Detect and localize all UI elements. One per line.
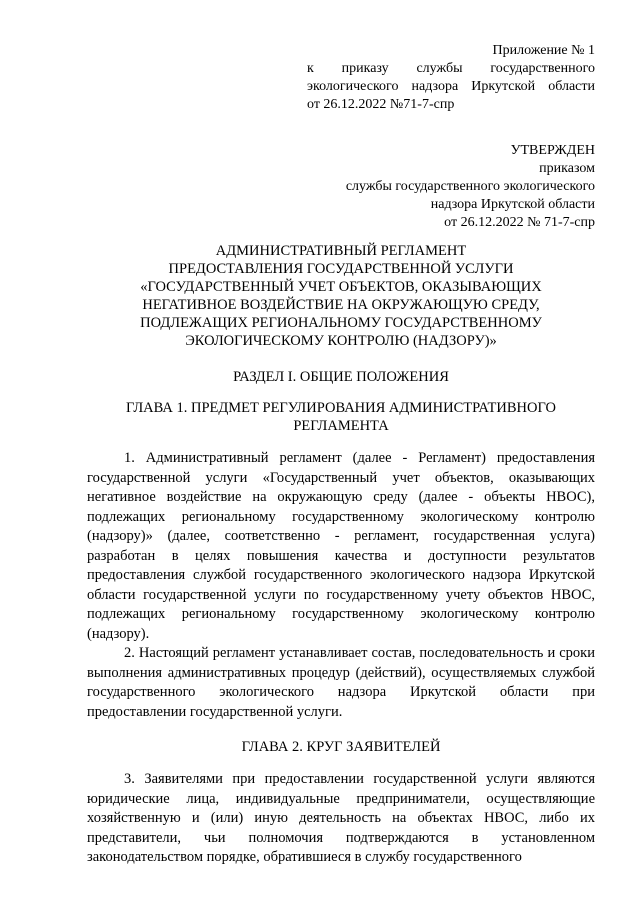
approved-line: УТВЕРЖДЕН — [510, 143, 595, 158]
chapter-1-body — [87, 449, 595, 722]
document-title-line: ПОДЛЕЖАЩИХ РЕГИОНАЛЬНОМУ ГОСУДАРСТВЕННОМУ — [140, 315, 542, 331]
annex-line: Приложение № 1 — [492, 43, 595, 58]
paragraph-1: 1. Административный регламент (далее - Регламент) предоставления государственной услуги «Государственный учет объектов, оказывающих негативное воздействие на окружающую среду (далее - объекты НВОС), подлежащих региональному государственному экологическому контролю (надзору)» (далее, соответственно - регламент, государственная услуга) разработан в целях повышения качества и доступности результатов предоставления службой государственного экологического надзора Иркутской области государственной услуги по государственному учету объектов НВОС, подлежащих региональному государственному экологическому контролю (надзору). — [87, 450, 595, 642]
document-title — [87, 242, 595, 350]
annex-line: от 26.12.2022 №71-7-спр — [307, 97, 455, 112]
document-title-line: «ГОСУДАРСТВЕННЫЙ УЧЕТ ОБЪЕКТОВ, ОКАЗЫВАЮЩИХ — [140, 279, 542, 295]
chapter-1-heading-line: РЕГЛАМЕНТА — [293, 418, 389, 434]
chapter-1-heading — [87, 399, 595, 435]
annex-line: к приказу службы государственного — [307, 61, 595, 76]
document-title-line: НЕГАТИВНОЕ ВОЗДЕЙСТВИЕ НА ОКРУЖАЮЩУЮ СРЕДУ, — [142, 297, 540, 313]
approved-block — [87, 142, 595, 232]
chapter-2-body — [87, 770, 595, 868]
chapter-1-heading-line: ГЛАВА 1. ПРЕДМЕТ РЕГУЛИРОВАНИЯ АДМИНИСТРАТИВНОГО — [126, 400, 556, 416]
paragraph-2: 2. Настоящий регламент устанавливает состав, последовательность и сроки выполнения административных процедур (действий), осуществляемых службой государственного экологического надзора Иркутской области при предоставлении государственной услуги. — [87, 645, 595, 720]
section-heading: РАЗДЕЛ I. ОБЩИЕ ПОЛОЖЕНИЯ — [233, 369, 449, 385]
annex-reference-block — [307, 42, 595, 114]
approved-line: надзора Иркутской области — [430, 197, 595, 212]
approved-line: от 26.12.2022 № 71-7-спр — [444, 215, 595, 230]
annex-line: экологического надзора Иркутской области — [307, 79, 595, 94]
chapter-2-heading: ГЛАВА 2. КРУГ ЗАЯВИТЕЛЕЙ — [241, 739, 441, 755]
approved-line: приказом — [539, 161, 595, 176]
document-title-line: ПРЕДОСТАВЛЕНИЯ ГОСУДАРСТВЕННОЙ УСЛУГИ — [168, 261, 514, 277]
document-title-line: АДМИНИСТРАТИВНЫЙ РЕГЛАМЕНТ — [215, 243, 467, 259]
approved-line: службы государственного экологического — [345, 179, 595, 194]
paragraph-3: 3. Заявителями при предоставлении государственной услуги являются юридические лица, индивидуальные предприниматели, осуществляющие хозяйственную и (или) иную деятельность на объектах НВОС, либо их представители, чьи полномочия подтверждаются в установленном законодательством порядке, обратившиеся в службу государственного — [87, 771, 595, 865]
document-title-line: ЭКОЛОГИЧЕСКОМУ КОНТРОЛЮ (НАДЗОРУ)» — [185, 333, 497, 349]
